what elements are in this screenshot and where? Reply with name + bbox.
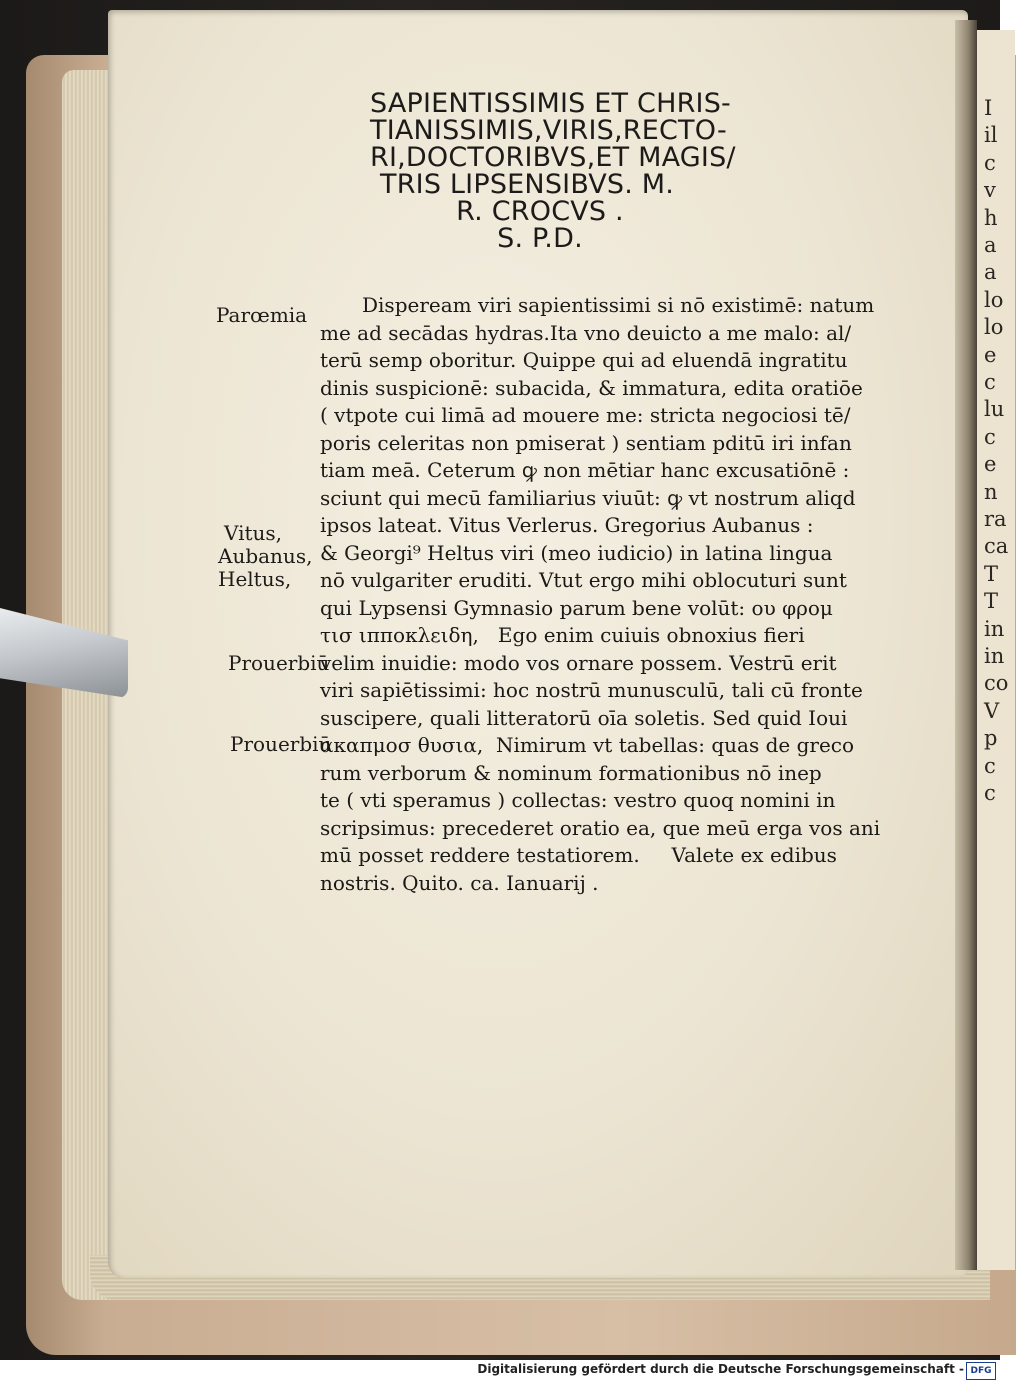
body-line: qui Lypsensi Gymnasio parum bene volūt: ου φρομ — [320, 595, 833, 620]
footer-credit: Digitalisierung gefördert durch die Deutsche Forschungsgemeinschaft - — [477, 1362, 964, 1376]
body-line: ipsos lateat. Vitus Verlerus. Gregorius Aubanus : — [320, 513, 814, 537]
facing-page-fragment: a — [984, 260, 997, 285]
facing-page-fragment: h — [984, 205, 998, 230]
facing-page-fragment: I — [984, 96, 993, 120]
page-gutter — [955, 20, 977, 1270]
body-line: & Georgi⁹ Heltus viri (meo iudicio) in latina lingua — [320, 540, 833, 565]
heading-line: R. CROCVS . — [456, 196, 624, 227]
heading-line: SAPIENTISSIMIS ET CHRIS- — [370, 88, 731, 119]
facing-page-fragment: c — [984, 781, 996, 805]
body-line: scripsimus: precederet oratio ea, que meū erga vos ani — [320, 815, 881, 840]
body-line: me ad secādas hydras.Ita vno deuicto a me malo: al/ — [320, 320, 852, 345]
body-line: poris celeritas non pmiserat ) sentiam pditū iri infan — [320, 430, 852, 455]
facing-page-fragment: c — [984, 753, 996, 778]
heading-line: TRIS LIPSENSIBVS. M. — [380, 169, 675, 200]
facing-page-fragment: lu — [984, 397, 1005, 422]
body-line: nostris. Quito. ca. Ianuarij . — [320, 870, 599, 895]
dedication-heading — [370, 90, 800, 252]
margin-note-heltus: Heltus, — [218, 567, 292, 591]
facing-page-fragment: T — [984, 589, 999, 614]
body-line: Dispeream viri sapientissimi si nō existimē: natum — [362, 293, 875, 317]
margin-note-paroemia: Parœmia — [216, 303, 308, 327]
heading-line: S. P.D. — [497, 223, 583, 254]
facing-page-fragment: in — [984, 616, 1005, 641]
facing-page-fragment: n — [984, 479, 998, 504]
margin-note-vitus: Vitus, — [224, 521, 283, 545]
heading-line: RI,DOCTORIBVS,ET MAGIS/ — [370, 142, 736, 173]
facing-page-fragment: c — [984, 370, 996, 394]
body-line: viri sapiētissimi: hoc nostrū munusculū, tali cū fronte — [320, 678, 863, 702]
body-line: rum verborum & nominum formationibus nō inep — [320, 760, 822, 785]
body-line: suscipere, quali litteratorū oīa soletis. Sed quid Ioui — [320, 705, 848, 730]
body-line: sciunt qui mecū familiarius viuūt: ꝙ vt nostrum aliqd — [320, 485, 856, 510]
facing-page-fragment: il — [984, 123, 998, 148]
facing-page-fragment: c — [984, 424, 996, 449]
facing-page-fragment: v — [984, 178, 996, 203]
facing-page-fragment: lo — [984, 287, 1004, 312]
body-line: τισ ιπποκλειδη, Ego enim cuiuis obnoxius fieri — [320, 623, 805, 647]
facing-page-fragment: lo — [984, 315, 1004, 340]
dfg-logo-icon: DFG — [966, 1362, 996, 1380]
facing-page-fragment: T — [984, 561, 999, 586]
margin-note-prouerbiu-1: Prouerbiū — [228, 651, 330, 675]
body-line: velim inuidie: modo vos ornare possem. Vestrū erit — [320, 650, 837, 675]
body-line: ( vtpote cui limā ad mouere me: stricta negociosi tē/ — [320, 403, 851, 427]
body-line: te ( vti speramus ) collectas: vestro quoq nomini in — [320, 788, 836, 812]
body-line: dinis suspicionē: subacida, & immatura, edita oratiōe — [320, 375, 863, 400]
body-line: mū posset reddere testatiorem. Valete ex edibus — [320, 843, 837, 867]
facing-page-fragment: co — [984, 671, 1009, 696]
body-line: terū semp oboritur. Quippe qui ad eluendā ingratitu — [320, 348, 848, 372]
facing-page-fragment: a — [984, 233, 997, 257]
margin-note-aubanus: Aubanus, — [218, 544, 313, 568]
body-line: ακαπμοσ θυσια, Nimirum vt tabellas: quas de greco — [320, 733, 855, 757]
facing-page-fragment: c — [984, 150, 996, 175]
letter-body — [320, 292, 920, 897]
facing-page-fragment: e — [984, 452, 997, 477]
facing-page-fragment: in — [984, 644, 1005, 668]
facing-page-fragment: e — [984, 342, 997, 367]
body-line: nō vulgariter eruditi. Vtut ergo mihi oblocuturi sunt — [320, 568, 847, 592]
facing-page-fragment: V — [984, 698, 1000, 723]
facing-page-fragment: ra — [984, 507, 1007, 531]
facing-page-fragment: ca — [984, 534, 1009, 559]
heading-line: TIANISSIMIS,VIRIS,RECTO- — [370, 115, 727, 146]
facing-page-fragment: p — [984, 726, 998, 751]
margin-note-prouerbiu-2: Prouerbiū — [230, 732, 332, 756]
body-line: tiam meā. Ceterum ꝙ non mētiar hanc excusatiōnē : — [320, 458, 850, 482]
